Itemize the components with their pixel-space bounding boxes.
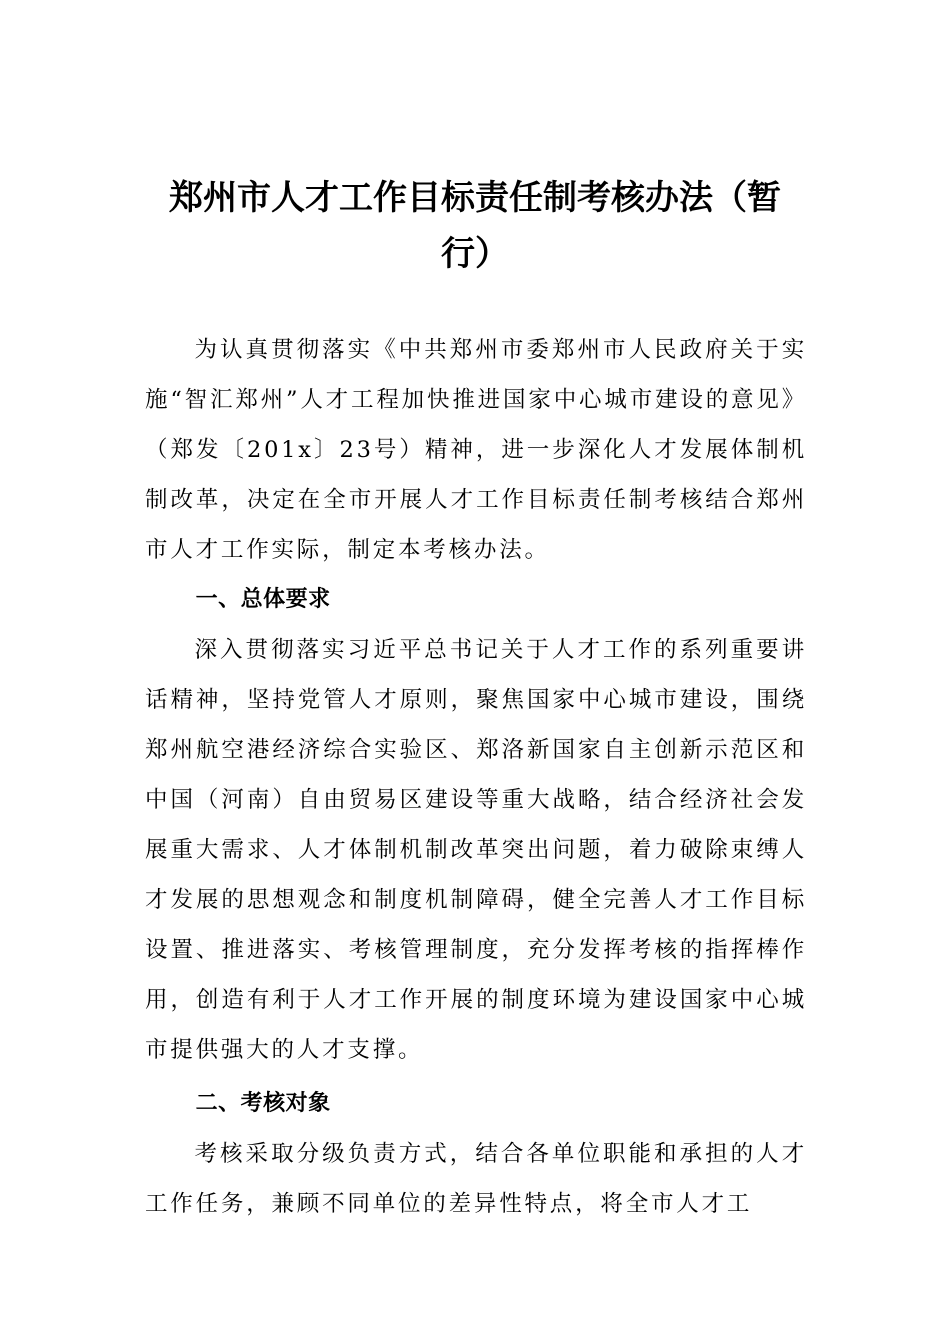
intro-paragraph: 为认真贯彻落实《中共郑州市委郑州市人民政府关于实施“智汇郑州”人才工程加快推进国家中心城市建设的意见》（郑发〔201x〕23号）精神，进一步深化人才发展体制机制改革，决定在全市开展人才工作目标责任制考核结合郑州市人才工作实际，制定本考核办法。 [145,337,807,563]
section-heading-general-requirements: 一、总体要求 [195,587,331,612]
section-heading-assessment-targets: 二、考核对象 [195,1091,331,1116]
document-body [145,325,807,1229]
section-paragraph-general-requirements: 深入贯彻落实习近平总书记关于人才工作的系列重要讲话精神，坚持党管人才原则，聚焦国家中心城市建设，围绕郑州航空港经济综合实验区、郑洛新国家自主创新示范区和中国（河南）自由贸易区建设等重大战略，结合经济社会发展重大需求、人才体制机制改革突出问题，着力破除束缚人才发展的思想观念和制度机制障碍，健全完善人才工作目标设置、推进落实、考核管理制度，充分发挥考核的指挥棒作用，创造有利于人才工作开展的制度环境为建设国家中心城市提供强大的人才支撑。 [145,637,807,1063]
section-paragraph-assessment-targets: 考核采取分级负责方式，结合各单位职能和承担的人才工作任务，兼顾不同单位的差异性特点，将全市人才工 [145,1141,807,1217]
document-title: 郑州市人才工作目标责任制考核办法（暂行） [169,178,781,274]
